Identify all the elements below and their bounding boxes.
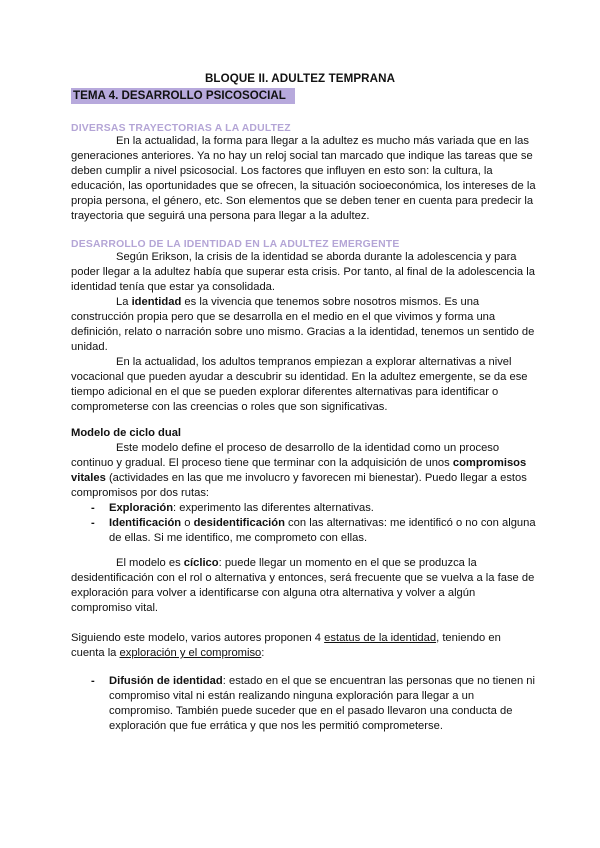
list-item: - Exploración: experimento las diferentes alternativas. (71, 501, 537, 516)
list-item: - Difusión de identidad: estado en el que se encuentran las personas que no tienen ni compromiso vital ni están realizando ninguna exploración para llegar a un compromiso. También puede suceder que en el pasado llevaron una conducta de exploración que fue errática y que nos les permitió comprometerse. (71, 674, 537, 734)
section-body-trayectorias (71, 134, 537, 224)
modelo-ciclico (71, 556, 537, 616)
modelo-body (71, 441, 537, 546)
paragraph: El modelo es cíclico: puede llegar un momento en el que se produzca la desidentificación con el rol o alternativa y entonces, será frecuente que se vuelva a la fase de exploración para volver a identificarse con alguna otra alternativa y volver a algún compromiso vital. (71, 557, 535, 614)
paragraph: En la actualidad, los adultos tempranos empiezan a explorar alternativas a nivel vocacional que pueden ayudar a descubrir su identidad. En la adultez emergente, se da ese tiempo adicional en el que se pueden explorar diferentes alternativas para identificar o comprometerse con las creencias o roles que son significativas. (71, 356, 528, 413)
section-heading-trayectorias: DIVERSAS TRAYECTORIAS A LA ADULTEZ (71, 123, 291, 134)
tema-title: TEMA 4. DESARROLLO PSICOSOCIAL (71, 88, 295, 104)
paragraph: Este modelo define el proceso de desarrollo de la identidad como un proceso continuo y gradual. El proceso tiene que terminar con la adquisición de unos compromisos vitales (actividades en las que me involucro y favorecen mi bienestar). Puedo llegar a estos compromisos por dos rutas: (71, 442, 527, 499)
section-heading-identidad: DESARROLLO DE LA IDENTIDAD EN LA ADULTEZ EMERGENTE (71, 239, 400, 250)
modelo-estatus (71, 631, 537, 661)
paragraph: Siguiendo este modelo, varios autores proponen 4 estatus de la identidad, teniendo en cuenta la exploración y el compromiso: (71, 632, 501, 659)
paragraph: Según Erikson, la crisis de la identidad se aborda durante la adolescencia y para poder llegar a la adultez había que superar esta crisis. Por tanto, al final de la adolescencia la identidad tenía que estar ya consolidada. (71, 251, 535, 293)
status-list (71, 674, 537, 734)
list-item: - Identificación o desidentificación con las alternativas: me identificó o no con alguna de ellas. Si me identifico, me comprometo con ellas. (71, 516, 537, 546)
estatus-list (71, 674, 537, 734)
routes-list (71, 501, 537, 546)
block-title: BLOQUE II. ADULTEZ TEMPRANA (204, 72, 396, 85)
paragraph: La identidad es la vivencia que tenemos sobre nosotros mismos. Es una construcción propia pero que se desarrolla en el medio en el que vivimos y forma una definición, relato o narración sobre uno mismo. Gracias a la identidad, tenemos un sentido de unidad. (71, 296, 535, 353)
paragraph: En la actualidad, la forma para llegar a la adultez es mucho más variada que en las generaciones anteriores. Ya no hay un reloj social tan marcado que indique las tareas que se deben cumplir a nivel psicosocial. Los factores que influyen en esto son: la cultura, la educación, las oportunidades que se ofrecen, la situación socioeconómica, los intereses de la propia persona, el género, etc. Son elementos que se deben tener en cuenta para predecir la trayectoria que seguirá una persona para llegar a la adultez. (71, 135, 536, 222)
subheading-modelo: Modelo de ciclo dual (71, 427, 182, 439)
section-body-identidad (71, 250, 537, 415)
